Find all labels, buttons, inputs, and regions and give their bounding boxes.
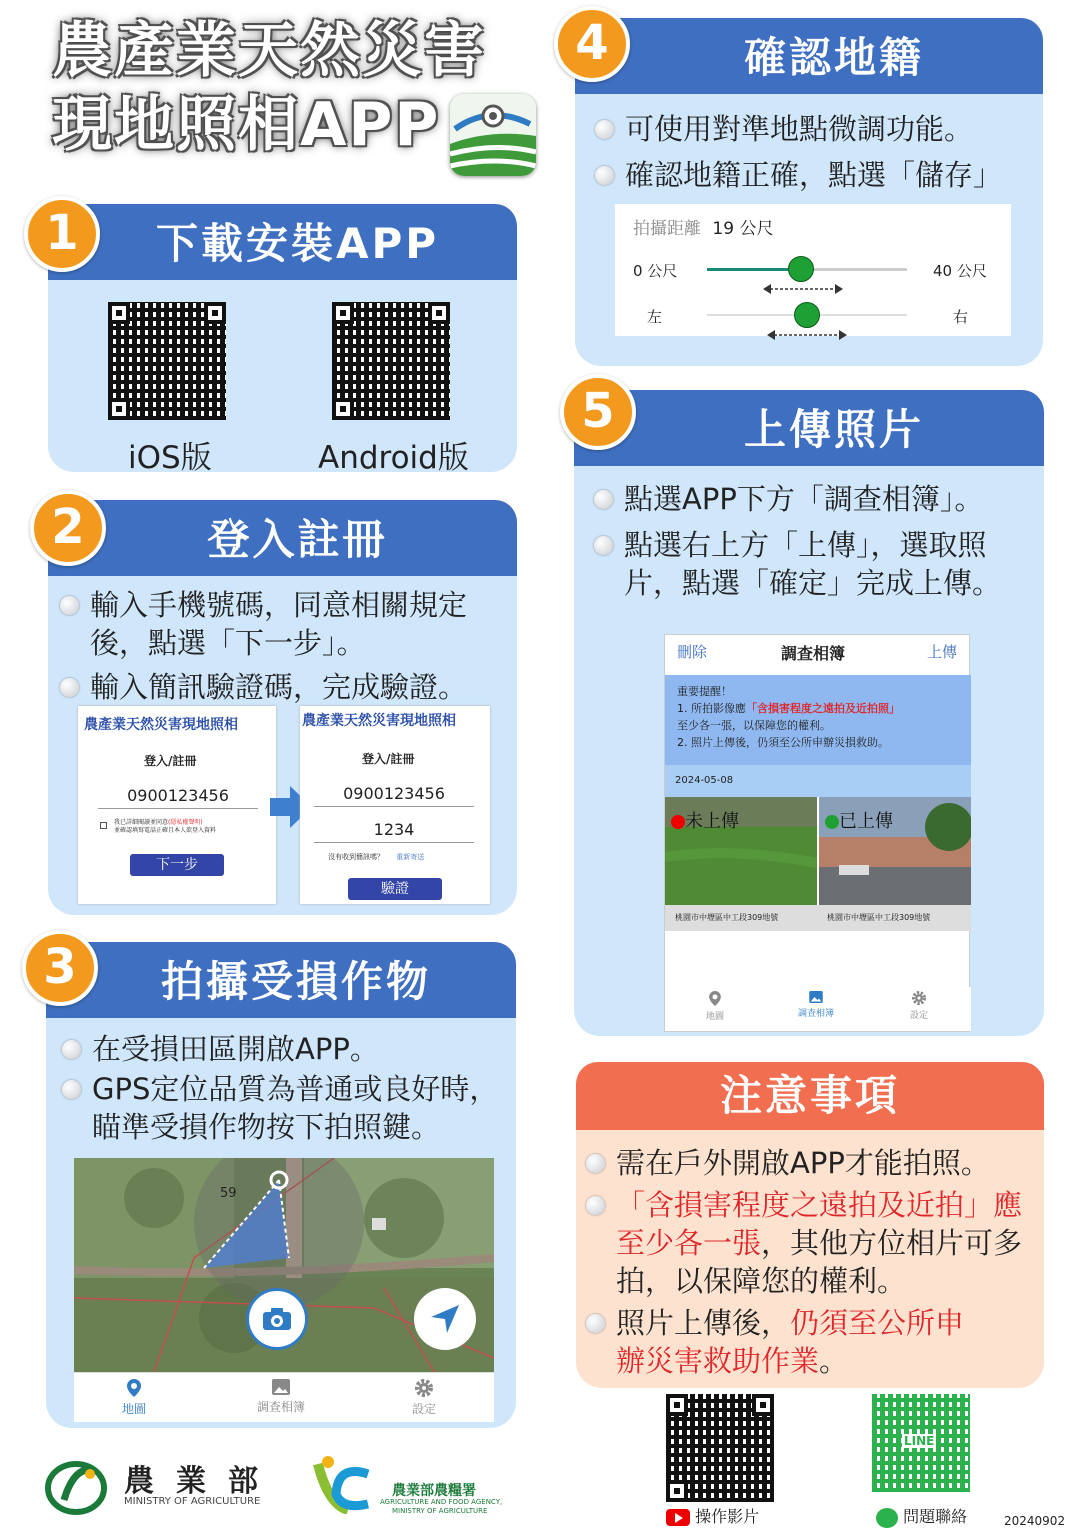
resend-row <box>328 852 424 862</box>
phone-input[interactable]: 0900123456 <box>98 786 258 809</box>
notice-line1 <box>677 700 959 717</box>
verify-card-title: 農產業天然災害現地照相 <box>302 713 456 729</box>
app-logo-icon <box>450 94 536 176</box>
direction-slider-knob[interactable] <box>794 302 820 328</box>
privacy-link[interactable]: (隱私權聲明) <box>168 819 203 826</box>
nav-settings-label: 設定 <box>411 1402 436 1416</box>
locate-button[interactable] <box>414 1288 476 1350</box>
notice-1c: 至少各一張，以保障您的權利。 <box>677 719 831 732</box>
distance-row <box>633 214 773 239</box>
step3-nav-bar <box>74 1372 494 1422</box>
android-label: Android版 <box>318 440 469 476</box>
notes-b3a: 照片上傳後， <box>616 1306 791 1340</box>
next-button[interactable]: 下一步 <box>130 854 224 876</box>
step5-heading: 上傳照片 <box>574 390 1044 466</box>
verify-form-title: 登入/註冊 <box>362 752 415 766</box>
step2-bullet2: 輸入簡訊驗證碼，完成驗證。 <box>60 668 510 706</box>
album-nav-album-label: 調查相簿 <box>797 1009 834 1019</box>
title-line1: 農產業天然災害 <box>52 16 486 86</box>
notes-b3c: 。 <box>819 1344 849 1378</box>
gear-icon <box>415 1379 433 1397</box>
step3-bullet2: GPS定位品質為普通或良好時，瞄準受損作物按下拍照鍵。 <box>62 1070 512 1146</box>
resend-question: 沒有收到簡訊嗎？ <box>328 853 384 861</box>
verify-card <box>300 706 490 904</box>
nav-album-label: 調查相簿 <box>256 1400 305 1414</box>
photo-date: 2024-05-08 <box>665 765 971 797</box>
step1-number: 1 <box>24 196 100 272</box>
video-link[interactable] <box>666 1504 759 1527</box>
title-line2: 現地照相APP <box>52 90 441 160</box>
step5-bullet1: 點選APP下方「調查相簿」。 <box>594 480 1034 518</box>
notes-b2c: ，其他方位相片可多拍，以保障您的權利。 <box>616 1226 1023 1298</box>
gear-icon <box>912 991 926 1005</box>
notes-b2b: 應至少各一張 <box>616 1188 1023 1260</box>
line-icon <box>876 1508 898 1528</box>
step1-heading: 下載安裝APP <box>48 204 517 280</box>
step4-number: 4 <box>554 6 630 82</box>
slider-min-label: 0 公尺 <box>633 262 678 280</box>
slider-right-label: 右 <box>953 308 969 326</box>
slider-left-label: 左 <box>647 308 663 326</box>
step1-panel <box>48 204 517 476</box>
step3-number: 3 <box>22 930 98 1006</box>
login-form-title: 登入/註冊 <box>144 754 197 768</box>
album-title: 調查相簿 <box>781 644 846 663</box>
notes-b2a: 「含損害程度之遠拍及近拍」 <box>616 1188 994 1222</box>
uploaded-label: 已上傳 <box>839 811 893 832</box>
afa-english-2: MINISTRY OF AGRICULTURE <box>392 1507 488 1515</box>
album-nav-settings-tab[interactable] <box>899 991 939 1021</box>
notes-bullet2 <box>586 1186 1026 1300</box>
photo-uploaded[interactable] <box>819 797 971 905</box>
verify-phone-input[interactable]: 0900123456 <box>314 784 474 807</box>
address-2: 桃園市中壢區中工段309地號 <box>827 913 931 922</box>
nav-album-tab[interactable] <box>246 1379 316 1415</box>
map-view <box>74 1158 494 1372</box>
not-uploaded-label: 未上傳 <box>685 811 739 832</box>
upload-button[interactable]: 上傳 <box>927 643 958 661</box>
line-qr-code[interactable] <box>872 1394 970 1492</box>
version-date: 20240902 <box>1004 1514 1066 1528</box>
step5-bullet2: 點選右上方「上傳」，選取照片，點選「確定」完成上傳。 <box>594 526 1014 602</box>
nav-settings-tab[interactable] <box>404 1379 444 1417</box>
agree-text <box>114 819 264 835</box>
nav-map-label: 地圖 <box>121 1402 146 1416</box>
image-icon <box>809 991 823 1003</box>
step3-panel <box>46 942 516 1428</box>
verify-button[interactable]: 驗證 <box>348 878 442 900</box>
notice-1b: 「含損害程度之遠拍及近拍照」 <box>746 702 900 715</box>
page-title <box>52 14 486 162</box>
delete-button[interactable]: 刪除 <box>677 643 708 661</box>
step5-number: 5 <box>560 374 636 450</box>
album-nav-album-tab[interactable] <box>791 991 841 1019</box>
afa-logo-icon <box>308 1454 372 1518</box>
contact-label: 問題聯絡 <box>903 1507 968 1526</box>
distance-card <box>615 204 1011 336</box>
notice-box <box>665 675 971 765</box>
youtube-icon <box>666 1509 690 1526</box>
step4-bullet2: 確認地籍正確，點選「儲存」 <box>595 156 1043 194</box>
image-icon <box>272 1379 290 1395</box>
album-nav-map-label: 地圖 <box>705 1012 724 1022</box>
direction-adjust-arrow-icon <box>767 326 847 345</box>
moa-english: MINISTRY OF AGRICULTURE <box>124 1496 261 1507</box>
distance-slider-fill <box>707 268 801 271</box>
distance-adjust-arrow-icon <box>763 280 843 299</box>
resend-link[interactable]: 重新寄送 <box>396 853 425 861</box>
notes-panel <box>576 1062 1044 1388</box>
not-uploaded-tag <box>671 807 739 833</box>
code-input[interactable]: 1234 <box>314 820 474 843</box>
notice-1a: 1. 所拍影像應 <box>677 702 746 715</box>
distance-label: 拍攝距離 <box>633 219 701 239</box>
step3-bullet1: 在受損田區開啟APP。 <box>62 1030 502 1068</box>
step2-number: 2 <box>30 490 106 566</box>
login-card <box>78 706 276 904</box>
slider-max-label: 40 公尺 <box>933 262 987 280</box>
photo-address-bar <box>665 905 971 931</box>
camera-button[interactable] <box>246 1288 308 1350</box>
line-qr-label: LINE <box>904 1434 935 1448</box>
step3-heading: 拍攝受損作物 <box>46 942 516 1018</box>
navigation-arrow-icon <box>429 1303 461 1335</box>
step5-panel <box>574 390 1044 1036</box>
green-dot-icon <box>825 815 839 829</box>
album-screen <box>664 634 970 1032</box>
map-pin-icon <box>709 991 721 1006</box>
agree-text-b: 並確認填寫電話正確且本人欲登入資料 <box>114 827 217 834</box>
map-pin-icon <box>127 1379 141 1397</box>
album-nav-settings-label: 設定 <box>909 1011 928 1021</box>
login-card-title: 農產業天然災害現地照相 <box>84 717 238 733</box>
notes-bullet3 <box>586 1304 986 1380</box>
agree-text-a: 我已詳細閱讀並同意 <box>114 819 169 826</box>
ios-label: iOS版 <box>128 440 212 476</box>
distance-value: 19 公尺 <box>712 219 774 239</box>
red-dot-icon <box>671 815 685 829</box>
map-number-label: 59 <box>220 1186 237 1201</box>
notes-heading: 注意事項 <box>576 1062 1044 1130</box>
notes-bullet1: 需在戶外開啟APP才能拍照。 <box>586 1144 1036 1182</box>
nav-map-tab[interactable] <box>114 1379 154 1417</box>
album-nav-map-tab[interactable] <box>695 991 735 1022</box>
step2-panel <box>48 500 517 915</box>
moa-name: 農業部 <box>124 1464 280 1499</box>
direction-slider[interactable] <box>707 314 907 316</box>
step2-heading: 登入註冊 <box>48 500 517 576</box>
camera-icon <box>262 1307 292 1331</box>
android-qr-code <box>332 302 450 420</box>
step4-heading: 確認地籍 <box>575 18 1043 94</box>
moa-logo-icon <box>44 1456 108 1520</box>
agree-checkbox[interactable] <box>100 822 107 829</box>
step5-nav-bar <box>665 987 971 1031</box>
afa-english-1: AGRICULTURE AND FOOD AGENCY, <box>380 1498 503 1506</box>
video-label: 操作影片 <box>695 1507 760 1526</box>
video-qr-code[interactable] <box>666 1394 774 1502</box>
afa-name: 農業部農糧署 <box>392 1483 476 1499</box>
distance-slider[interactable] <box>707 268 907 271</box>
notice-2: 2. 照片上傳後，仍須至公所申辦災損救助。 <box>677 736 889 749</box>
address-1: 桃園市中壢區中工段309地號 <box>675 913 779 922</box>
ios-qr-code <box>108 302 226 420</box>
uploaded-tag <box>825 807 893 833</box>
notice-title: 重要提醒！ <box>677 685 732 698</box>
contact-link[interactable] <box>876 1504 967 1528</box>
step2-bullet1: 輸入手機號碼，同意相關規定後，點選「下一步」。 <box>60 586 500 662</box>
photo-not-uploaded[interactable] <box>665 797 817 905</box>
step4-bullet1: 可使用對準地點微調功能。 <box>595 110 1035 148</box>
notes-b3b: 仍須至公所申辦災害救助作業 <box>616 1306 965 1378</box>
distance-slider-knob[interactable] <box>788 256 814 282</box>
step4-panel <box>575 18 1043 366</box>
